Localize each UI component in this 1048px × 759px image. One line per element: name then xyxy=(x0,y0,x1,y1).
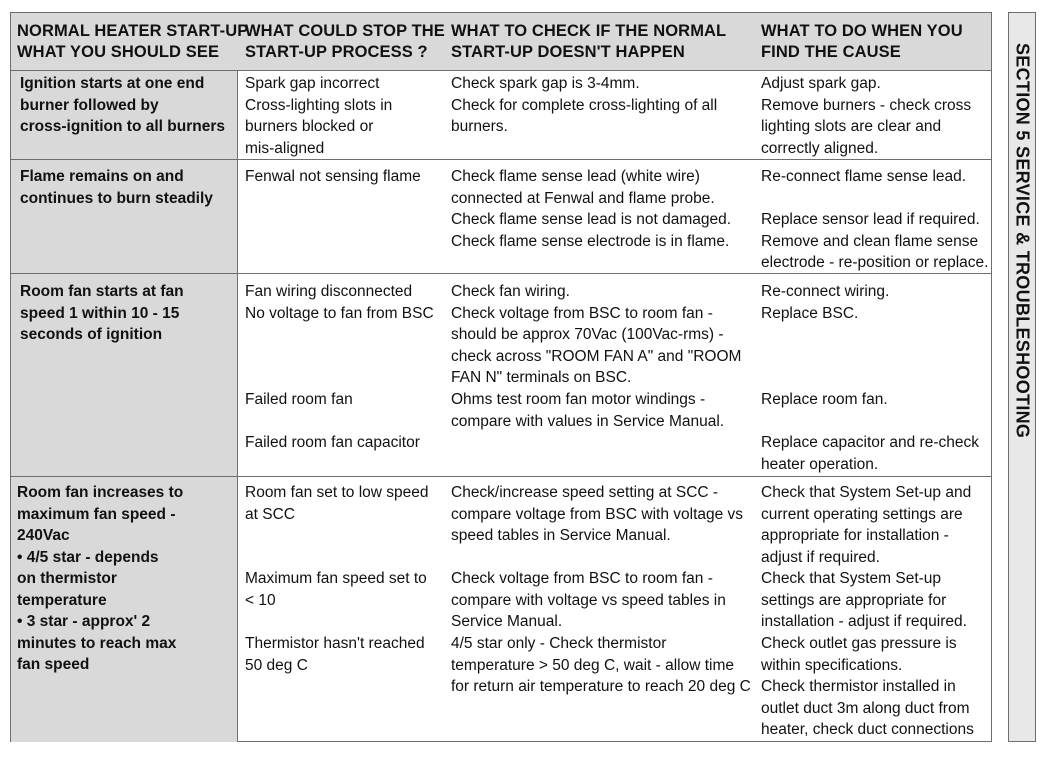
row4-stop-b: Maximum fan speed set to < 10 xyxy=(245,570,427,609)
row1-check: Check spark gap is 3-4mm. Check for complete cross-lighting of all burners. xyxy=(451,75,718,135)
row4-check-b: Check voltage from BSC to room fan - compare with voltage vs speed tables in Service Manual. xyxy=(451,570,726,630)
row4-check-c: 4/5 star only - Check thermistor temperature > 50 deg C, wait - allow time for return air temperature to reach 20 deg C xyxy=(451,635,751,695)
troubleshooting-table xyxy=(10,12,992,742)
header-what-to-do: WHAT TO DO WHEN YOU FIND THE CAUSE xyxy=(761,22,963,61)
column-divider xyxy=(237,70,238,742)
row2-todo: Re-connect flame sense lead. Replace sensor lead if required. Remove and clean flame sense electrode - re-position or replace. xyxy=(761,168,989,271)
header-normal-startup: NORMAL HEATER START-UP WHAT YOU SHOULD SEE xyxy=(17,22,249,61)
section-side-tab xyxy=(1008,12,1036,742)
row4-check-a: Check/increase speed setting at SCC - compare voltage from BSC with voltage vs speed tables in Service Manual. xyxy=(451,484,744,544)
row4-todo-a: Check that System Set-up and current operating settings are appropriate for installation - adjust if required. xyxy=(761,484,972,566)
row3-stop-a: Fan wiring disconnected No voltage to fan from BSC xyxy=(245,283,434,322)
row3-todo-a: Re-connect wiring. Replace BSC. xyxy=(761,283,890,322)
header-what-could-stop: WHAT COULD STOP THE START-UP PROCESS ? xyxy=(245,22,445,61)
row4-stop-a: Room fan set to low speed at SCC xyxy=(245,484,429,523)
row-divider xyxy=(11,476,991,477)
row2-see: Flame remains on and continues to burn steadily xyxy=(20,168,213,207)
row3-stop-b: Failed room fan xyxy=(245,391,353,408)
section-side-label: SECTION 5 SERVICE & TROUBLESHOOTING xyxy=(1012,43,1033,439)
row3-stop-c: Failed room fan capacitor xyxy=(245,434,420,451)
row3-todo-c: Replace capacitor and re-check heater operation. xyxy=(761,434,979,473)
row-divider xyxy=(11,159,991,160)
row2-check: Check flame sense lead (white wire) connected at Fenwal and flame probe. Check flame sense lead is not damaged. Check flame sense electrode is in flame. xyxy=(451,168,732,250)
table-header xyxy=(11,13,991,71)
row4-todo-c: Check outlet gas pressure is within specifications. Check thermistor installed in outlet duct 3m along duct from heater, check duct connections xyxy=(761,635,974,738)
row3-todo-b: Replace room fan. xyxy=(761,391,888,408)
row1-todo: Adjust spark gap. Remove burners - check cross lighting slots are clear and correctly aligned. xyxy=(761,75,972,157)
row1-see: Ignition starts at one end burner followed by cross-ignition to all burners xyxy=(20,75,225,135)
row3-check-a: Check fan wiring. Check voltage from BSC to room fan - should be approx 70Vac (100Vac-rms) - check across "ROOM FAN A" and "ROOM FAN N" terminals on BSC. xyxy=(451,283,742,386)
row1-stop: Spark gap incorrect Cross-lighting slots in burners blocked or mis-aligned xyxy=(245,75,393,157)
header-what-to-check: WHAT TO CHECK IF THE NORMAL START-UP DOESN'T HAPPEN xyxy=(451,22,727,61)
row3-check-b: Ohms test room fan motor windings - compare with values in Service Manual. xyxy=(451,391,725,430)
row3-see: Room fan starts at fan speed 1 within 10 - 15 seconds of ignition xyxy=(20,283,184,343)
row4-see: Room fan increases to maximum fan speed - 240Vac • 4/5 star - depends on thermistor temperature • 3 star - approx' 2 minutes to reach max fan speed xyxy=(17,484,184,673)
row4-stop-c: Thermistor hasn't reached 50 deg C xyxy=(245,635,425,674)
row2-stop: Fenwal not sensing flame xyxy=(245,168,421,185)
row4-todo-b: Check that System Set-up settings are appropriate for installation - adjust if required. xyxy=(761,570,967,630)
